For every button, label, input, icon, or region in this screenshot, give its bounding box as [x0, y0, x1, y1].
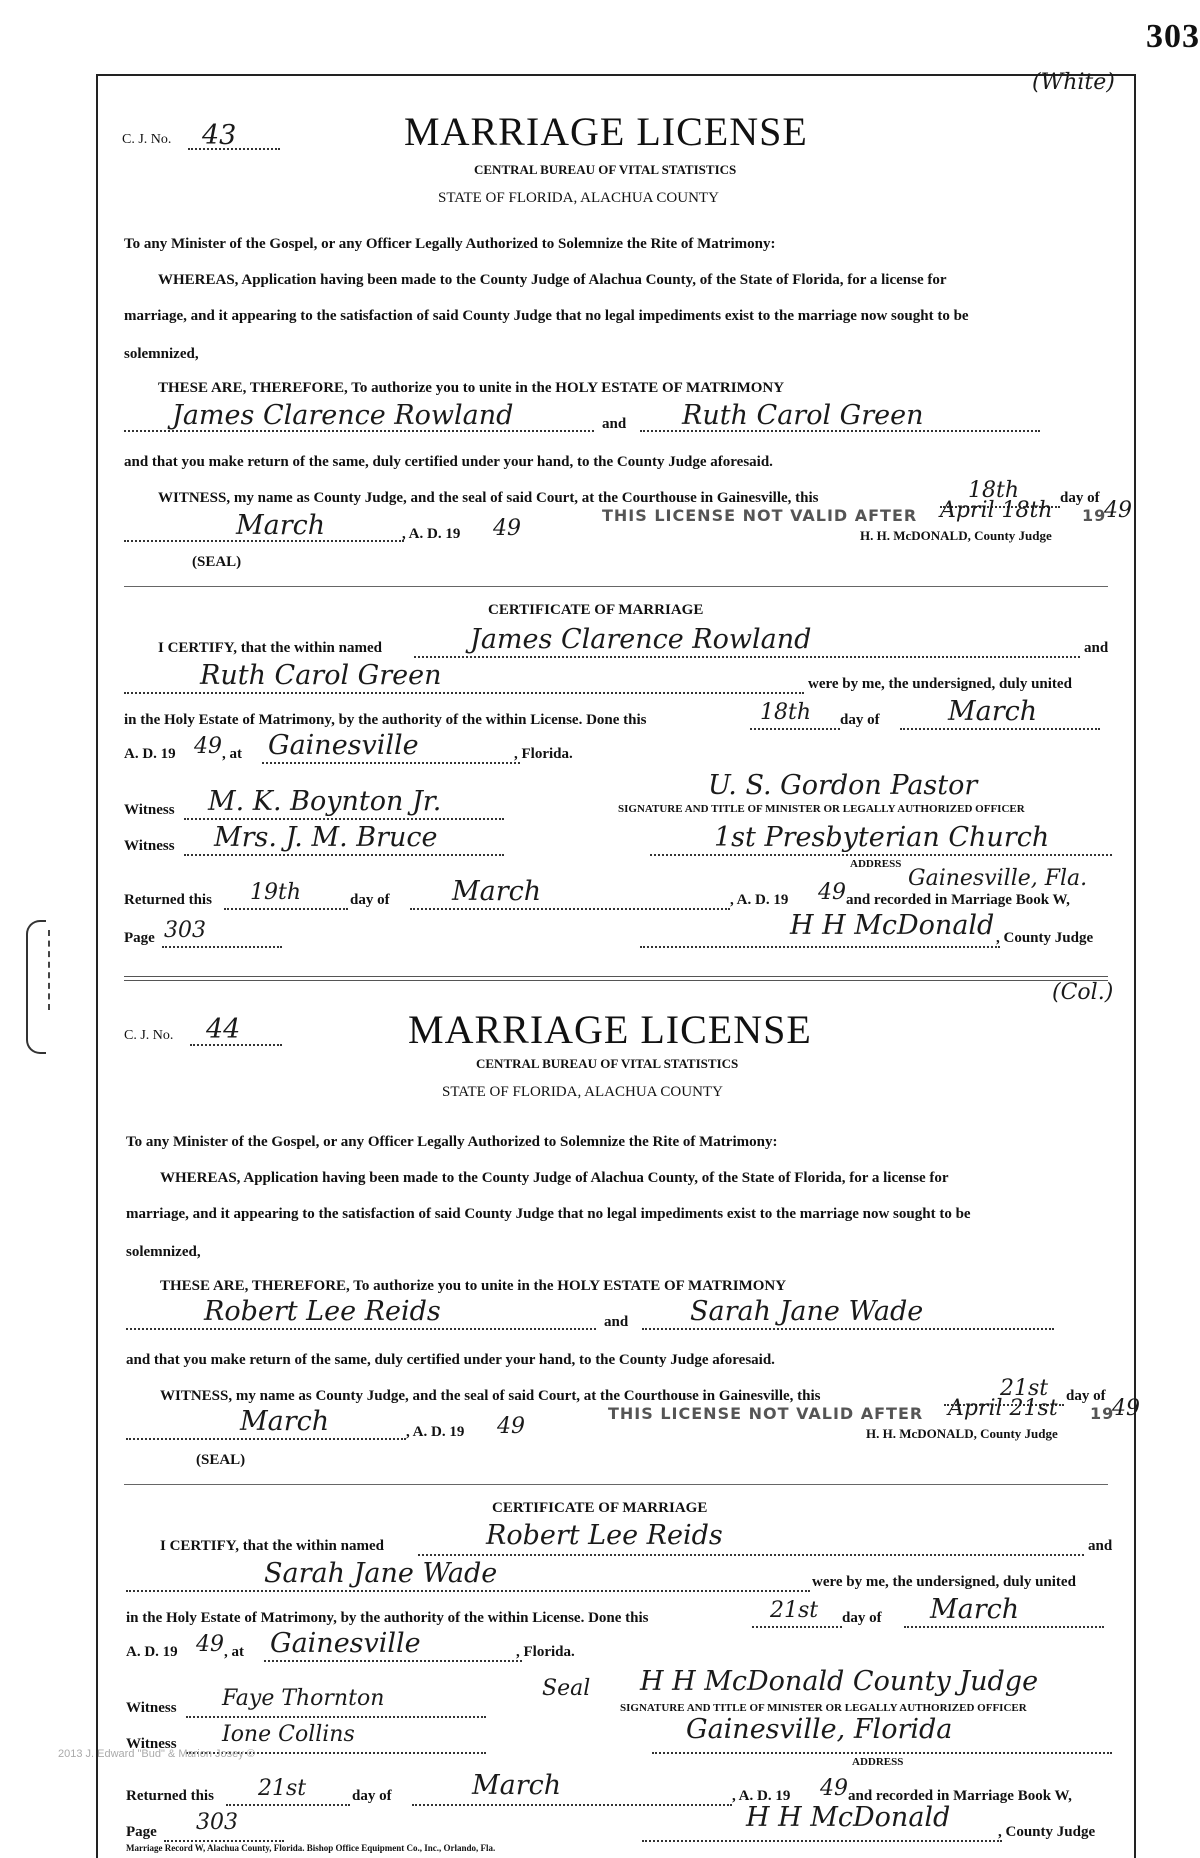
seal-2: (SEAL) [196, 1452, 246, 1468]
footer-imprint: Marriage Record W, Alachua County, Florida. Bishop Office Equipment Co., Inc., Orlando, Fla. [126, 1843, 496, 1853]
cert-month-2: March [930, 1594, 1020, 1625]
validity-stamp-2: THIS LICENSE NOT VALID AFTER [608, 1404, 924, 1423]
state-2: STATE OF FLORIDA, ALACHUA COUNTY [442, 1084, 723, 1100]
page-label-2: Page [126, 1824, 157, 1840]
valid-until-1: April 18th [940, 498, 1053, 523]
cert-day-2: 21st [770, 1598, 819, 1623]
officer-signature-2: H H McDonald County Judge [640, 1666, 1039, 1697]
returned-month-2: March [472, 1770, 562, 1801]
cert-at-2: , at [224, 1644, 244, 1660]
holy-estate-1: in the Holy Estate of Matrimony, by the authority of the within License. Done this [124, 712, 647, 728]
bureau-1: CENTRAL BUREAU OF VITAL STATISTICS [474, 162, 737, 177]
returned-ad-1: , A. D. 19 [730, 892, 789, 908]
returned-ad-2: , A. D. 19 [732, 1788, 791, 1804]
witness-2a: Faye Thornton [222, 1686, 385, 1711]
judge-name-1: H. H. McDONALD, County Judge [860, 528, 1052, 543]
judge-signature-1: H H McDonald [790, 910, 995, 941]
cert-day-1: 18th [760, 700, 812, 725]
united-2: were by me, the undersigned, duly united [812, 1574, 1076, 1590]
to-any-1: To any Minister of the Gospel, or any Officer Legally Authorized to Solemnize the Rite of Matrimony: [124, 236, 776, 252]
witness-1a: M. K. Boynton Jr. [208, 786, 442, 817]
certificate-title-1: CERTIFICATE OF MARRIAGE [488, 602, 704, 618]
whereas-1c: solemnized, [124, 346, 199, 362]
license-month-1: March [236, 510, 326, 541]
cert-year-2: 49 [196, 1632, 224, 1657]
judge-name-2: H. H. McDONALD, County Judge [866, 1426, 1058, 1441]
license-day-1: 18th [968, 478, 1020, 503]
officer-caption-1: SIGNATURE AND TITLE OF MINISTER OR LEGALLY AUTHORIZED OFFICER [618, 803, 1025, 815]
cert-place-2: Gainesville [270, 1628, 421, 1659]
judge-signature-2: H H McDonald [746, 1802, 951, 1833]
these-are-2: THESE ARE, THEREFORE, To authorize you to unite in the HOLY ESTATE OF MATRIMONY [160, 1278, 787, 1294]
returned-day-1: 19th [250, 880, 302, 905]
cert-groom-2: Robert Lee Reids [486, 1520, 723, 1551]
day-of-2: day of [1066, 1388, 1106, 1404]
return-line-1: and that you make return of the same, duly certified under your hand, to the County Judge aforesaid. [124, 454, 773, 470]
license-title-1: MARRIAGE LICENSE [404, 109, 808, 154]
page-label-1: Page [124, 930, 155, 946]
cert-day-of-2: day of [842, 1610, 882, 1626]
groom-name-2: Robert Lee Reids [204, 1296, 441, 1327]
cj-label-1: C. J. No. [122, 132, 172, 147]
license-year-2: 49 [497, 1414, 525, 1439]
license-title-2: MARRIAGE LICENSE [408, 1007, 812, 1052]
license-year-1: 49 [493, 516, 521, 541]
these-are-1: THESE ARE, THEREFORE, To authorize you to unite in the HOLY ESTATE OF MATRIMONY [158, 380, 785, 396]
address-1: Gainesville, Fla. [908, 866, 1088, 891]
return-line-2: and that you make return of the same, duly certified under your hand, to the County Judge aforesaid. [126, 1352, 775, 1368]
certify-2: I CERTIFY, that the within named [160, 1538, 384, 1554]
state-1: STATE OF FLORIDA, ALACHUA COUNTY [438, 190, 719, 206]
cert-bride-2: Sarah Jane Wade [264, 1558, 498, 1589]
cert-florida-1: , Florida. [514, 746, 573, 762]
witness-label-1b: Witness [124, 838, 175, 854]
bride-name-1: Ruth Carol Green [682, 400, 924, 431]
witness-1b: Mrs. J. M. Bruce [214, 822, 438, 853]
cert-bride-1: Ruth Carol Green [200, 660, 442, 691]
cert-day-of-1: day of [840, 712, 880, 728]
cert-ad-2: A. D. 19 [126, 1644, 178, 1660]
copyright-watermark: 2013 J. Edward "Bud" & Marion Josey © [58, 1748, 255, 1760]
to-any-2: To any Minister of the Gospel, or any Officer Legally Authorized to Solemnize the Rite of Matrimony: [126, 1134, 778, 1150]
cert-and-1: and [1084, 640, 1109, 656]
margin-mark [48, 930, 50, 1010]
cert-and-2: and [1088, 1538, 1113, 1554]
address-caption-2: ADDRESS [852, 1756, 904, 1768]
valid-year-2: 49 [1112, 1396, 1140, 1421]
address-caption-1: ADDRESS [850, 858, 902, 870]
recorded-1: and recorded in Marriage Book W, [846, 892, 1070, 908]
and-2: and [604, 1314, 629, 1330]
page-value-2: 303 [196, 1810, 238, 1835]
cj-number-1: 43 [202, 120, 237, 151]
witness-prefix-1: WITNESS, my name as County Judge, and the seal of said Court, at the Courthouse in Gainesville, this [158, 490, 819, 506]
cert-month-1: March [948, 696, 1038, 727]
returned-year-2: 49 [820, 1776, 848, 1801]
seal-note-2: Seal [542, 1676, 591, 1701]
race-note-1: (White) [1032, 70, 1115, 95]
witness-prefix-2: WITNESS, my name as County Judge, and the seal of said Court, at the Courthouse in Gainesville, this [160, 1388, 821, 1404]
groom-name-1: James Clarence Rowland [172, 400, 514, 431]
county-judge-2: , County Judge [998, 1824, 1096, 1840]
cj-label-2: C. J. No. [124, 1028, 174, 1043]
bureau-2: CENTRAL BUREAU OF VITAL STATISTICS [476, 1056, 739, 1071]
margin-bracket [26, 920, 46, 1054]
validity-stamp-1: THIS LICENSE NOT VALID AFTER [602, 506, 918, 525]
returned-day-of-2: day of [352, 1788, 392, 1804]
valid-year-1: 49 [1104, 498, 1132, 523]
witness-label-1a: Witness [124, 802, 175, 818]
bride-name-2: Sarah Jane Wade [690, 1296, 924, 1327]
cert-ad-1: A. D. 19 [124, 746, 176, 762]
ad-1: , A. D. 19 [402, 526, 461, 542]
license-month-2: March [240, 1406, 330, 1437]
whereas-1b: marriage, and it appearing to the satisfaction of said County Judge that no legal impediments exist to the marriage now sought to be [124, 308, 969, 324]
certificate-title-2: CERTIFICATE OF MARRIAGE [492, 1500, 708, 1516]
returned-label-1: Returned this [124, 892, 212, 908]
cert-place-1: Gainesville [268, 730, 419, 761]
holy-estate-2: in the Holy Estate of Matrimony, by the authority of the within License. Done this [126, 1610, 649, 1626]
returned-month-1: March [452, 876, 542, 907]
witness-label-2b: Witness [126, 1736, 177, 1752]
page-number: 303 [1146, 18, 1200, 55]
whereas-1a: WHEREAS, Application having been made to the County Judge of Alachua County, of the State of Florida, for a license for [158, 272, 947, 288]
cert-year-1: 49 [194, 734, 222, 759]
united-1: were by me, the undersigned, duly united [808, 676, 1072, 692]
returned-day-of-1: day of [350, 892, 390, 908]
returned-day-2: 21st [258, 1776, 307, 1801]
valid-until-2: April 21st [948, 1396, 1058, 1421]
validity-stamp-19-2: 19 [1090, 1404, 1115, 1423]
certify-1: I CERTIFY, that the within named [158, 640, 382, 656]
cert-at-1: , at [222, 746, 242, 762]
whereas-2a: WHEREAS, Application having been made to the County Judge of Alachua County, of the State of Florida, for a license for [160, 1170, 949, 1186]
officer-signature-1: U. S. Gordon Pastor [708, 770, 978, 801]
whereas-2c: solemnized, [126, 1244, 201, 1260]
county-judge-1: , County Judge [996, 930, 1094, 946]
returned-label-2: Returned this [126, 1788, 214, 1804]
and-1: and [602, 416, 627, 432]
witness-2b: Ione Collins [222, 1722, 355, 1747]
address-2: Gainesville, Florida [686, 1714, 953, 1745]
officer-caption-2: SIGNATURE AND TITLE OF MINISTER OR LEGALLY AUTHORIZED OFFICER [620, 1702, 1027, 1714]
validity-stamp-19-1: 19 [1082, 506, 1107, 525]
cert-groom-1: James Clarence Rowland [470, 624, 812, 655]
license-day-2: 21st [1000, 1376, 1049, 1401]
ad-2: , A. D. 19 [406, 1424, 465, 1440]
church-1: 1st Presbyterian Church [714, 822, 1050, 853]
page-value-1: 303 [164, 918, 206, 943]
race-note-2: (Col.) [1052, 980, 1114, 1005]
recorded-2: and recorded in Marriage Book W, [848, 1788, 1072, 1804]
seal-1: (SEAL) [192, 554, 242, 570]
returned-year-1: 49 [818, 880, 846, 905]
whereas-2b: marriage, and it appearing to the satisfaction of said County Judge that no legal impediments exist to the marriage now sought to be [126, 1206, 971, 1222]
cj-number-2: 44 [206, 1014, 241, 1045]
cert-florida-2: , Florida. [516, 1644, 575, 1660]
witness-label-2a: Witness [126, 1700, 177, 1716]
day-of-1: day of [1060, 490, 1100, 506]
